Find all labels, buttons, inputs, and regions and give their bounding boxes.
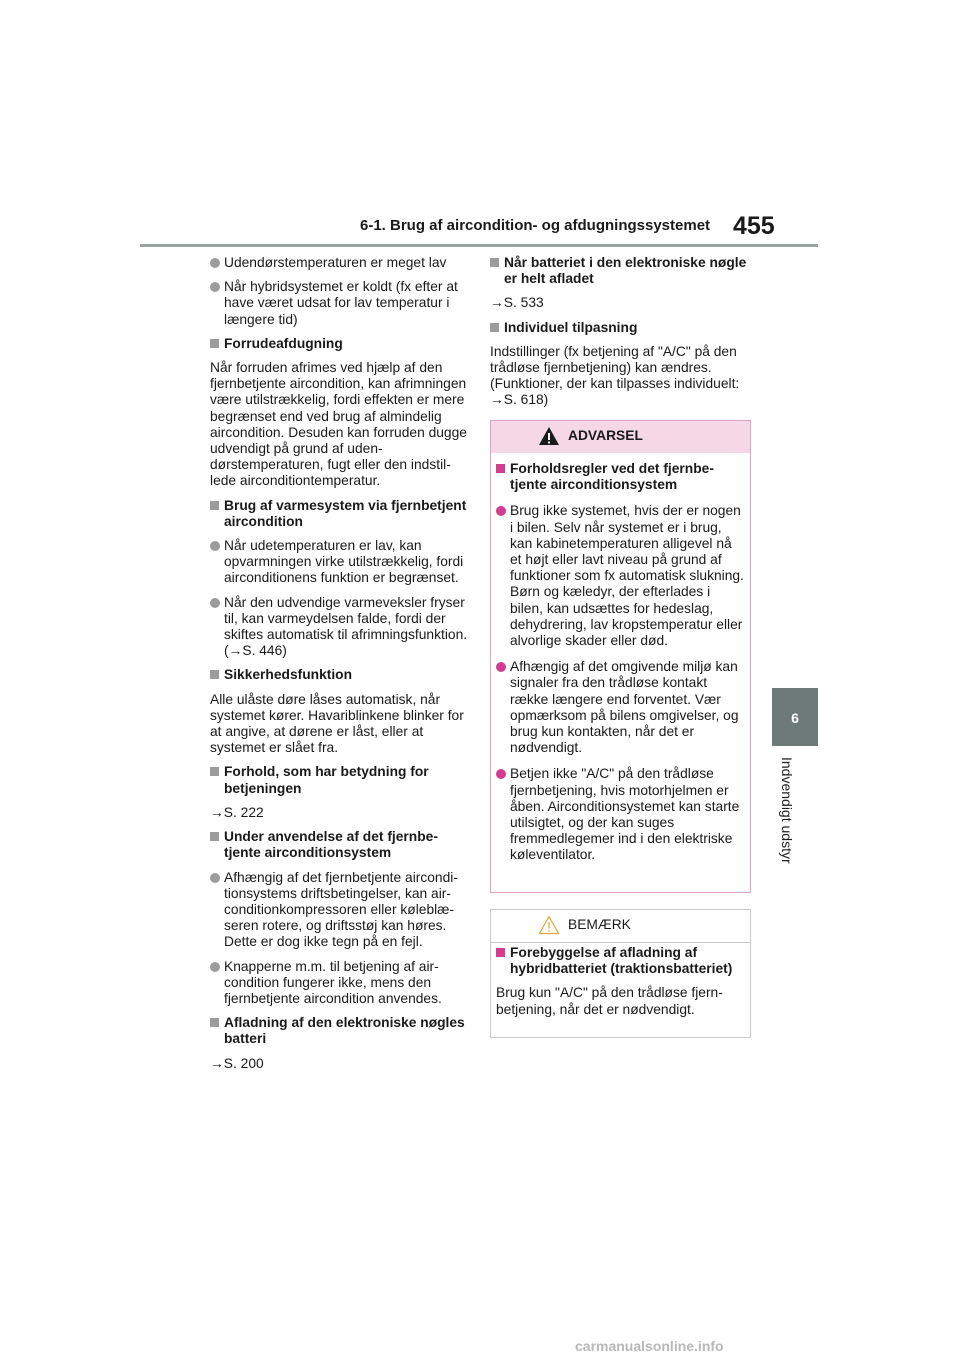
bullet-icon xyxy=(210,598,220,608)
list-item: Når udetemperaturen er lav, kan opvarmningen virke utilstrækkelig, fordi airconditionens funktion er begrænset. xyxy=(210,538,470,587)
bullet-icon xyxy=(496,506,506,516)
section-heading: Sikkerhedsfunktion xyxy=(210,667,470,683)
right-column xyxy=(490,255,748,417)
section-heading: Forrudeafdugning xyxy=(210,336,470,352)
square-bullet-icon xyxy=(210,832,219,841)
list-item: Udendørstemperaturen er meget lav xyxy=(210,255,470,271)
warning-label: ADVARSEL xyxy=(568,428,643,443)
section-heading: Afladning af den elektroniske nøgles batteri xyxy=(210,1015,470,1047)
list-item: Afhængig af det omgivende miljø kan signaler fra den trådløse kontakt række længere end forventet. Vær opmærksom på bilens omgivelser, og brug kun kontakten, når det er nødvendigt. xyxy=(496,659,745,756)
section-heading: Individuel tilpasning xyxy=(490,320,748,336)
list-item: Knapperne m.m. til betjening af aircondition fungerer ikke, mens den fjernbetjente aircondition anvendes. xyxy=(210,959,470,1008)
warning-box xyxy=(490,420,751,893)
list-item: Betjen ikke "A/C" på den trådløse fjernbetjening, hvis motorhjelmen er åben. Airconditionsystemet kan starte utilsigtet, og der kan suges fremmedlegemer ind i den elektriske køleventilator. xyxy=(496,766,745,863)
bullet-icon xyxy=(210,873,220,883)
page-reference-link[interactable]: →S. 533 xyxy=(490,295,544,311)
bullet-icon xyxy=(496,662,506,672)
list-item: Når hybridsystemet er koldt (fx efter at have været udsat for lav temperatur i længere tid) xyxy=(210,279,470,328)
square-bullet-icon xyxy=(210,670,219,679)
square-bullet-icon xyxy=(210,1018,219,1027)
square-bullet-icon xyxy=(490,258,499,267)
bullet-icon xyxy=(210,282,220,292)
section-heading: Forholdsregler ved det fjernbetjente airconditionsystem xyxy=(496,461,745,493)
section-heading: Forhold, som har betydning for betjeningen xyxy=(210,764,470,796)
page-number: 455 xyxy=(733,212,775,240)
list-item: Brug ikke systemet, hvis der er nogen i bilen. Selv når systemet er i brug, kan kabinetemperaturen alligevel nå et højt eller lavt niveau på grund af funktioner som fx automatisk slukning. Børn og kæledyr, der efterlades i bilen, kan udsættes for hedeslag, dehydrering, lav kropstemperatur eller alvorlige skader eller død. xyxy=(496,503,745,649)
square-bullet-icon xyxy=(210,767,219,776)
caution-icon xyxy=(538,915,560,935)
warning-icon xyxy=(538,426,560,446)
notice-body xyxy=(491,943,750,1018)
square-bullet-icon xyxy=(496,464,505,473)
paragraph: Når forruden afrimes ved hjælp af den fjernbetjente aircondition, kan afrimningen være utilstrækkelig, fordi effekten er mere begrænset end ved brug af almindelig aircondition. Desuden kan forruden dugge udvendigt på grund af udendørstemperaturen, fugt eller den indstillede airconditiontemperatur. xyxy=(210,360,467,489)
left-column xyxy=(210,255,470,1080)
notice-header xyxy=(491,910,750,943)
page-reference-link[interactable]: →S. 222 xyxy=(210,804,264,820)
section-heading: Brug af varmesystem via fjernbetjent aircondition xyxy=(210,498,470,530)
notice-label: BEMÆRK xyxy=(568,917,631,932)
header-rule xyxy=(140,244,818,247)
square-bullet-icon xyxy=(490,323,499,332)
section-heading: Forebyggelse af afladning af hybridbatteriet (traktionsbatteriet) xyxy=(496,945,745,977)
square-bullet-icon xyxy=(210,501,219,510)
section-heading: Under anvendelse af det fjernbetjente airconditionsystem xyxy=(210,829,470,861)
chapter-number: 6 xyxy=(791,710,799,726)
section-heading: Når batteriet i den elektroniske nøgle er helt afladet xyxy=(490,255,748,287)
section-title: 6-1. Brug af aircondition- og afdugningssystemet xyxy=(360,217,711,234)
chapter-label: Indvendigt udstyr xyxy=(779,757,795,864)
square-bullet-icon xyxy=(210,339,219,348)
warning-body xyxy=(491,453,750,864)
page-reference-link[interactable]: →S. 200 xyxy=(210,1055,264,1071)
watermark: carmanualsonline.info xyxy=(575,1338,724,1354)
bullet-icon xyxy=(496,769,506,779)
bullet-icon xyxy=(210,962,220,972)
square-bullet-icon xyxy=(496,948,505,957)
list-item: Afhængig af det fjernbetjente airconditionsystems driftsbetingelser, kan airconditionkompressoren eller køleblæseren rotere, og driftsstøj kan høres. Dette er dog ikke tegn på en fejl. xyxy=(210,870,470,951)
paragraph: Alle ulåste døre låses automatisk, når systemet kører. Havariblinkene blinker for at angive, at dørene er låst, eller at systemet er slået fra. xyxy=(210,691,464,756)
paragraph: Brug kun "A/C" på den trådløse fjernbetjening, når det er nødvendigt. xyxy=(496,985,723,1017)
paragraph: Indstillinger (fx betjening af "A/C" på den trådløse fjernbetjening) kan ændres. (Funktioner, der kan tilpasses individuelt: →S. 618) xyxy=(490,343,740,408)
bullet-icon xyxy=(210,541,220,551)
warning-header xyxy=(491,421,750,453)
notice-box xyxy=(490,909,751,1038)
bullet-icon xyxy=(210,258,220,268)
list-item: Når den udvendige varmeveksler fryser til, kan varmeydelsen falde, fordi der skiftes automatisk til afrimningsfunktion. (→S. 446) xyxy=(210,595,470,660)
